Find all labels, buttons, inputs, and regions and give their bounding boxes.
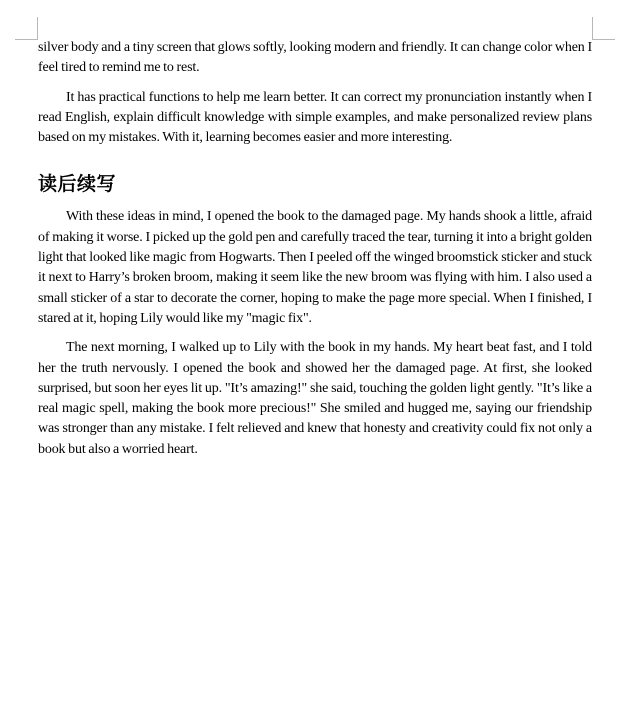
paragraph: silver body and a tiny screen that glows softly, looking modern and friendly. It can change color when I feel tired to remind me to rest. [38, 40, 592, 76]
paragraph: It has practical functions to help me learn better. It can correct my pronunciation instantly when I read English, explain difficult knowledge with simple examples, and make personalized review plans based on my mistakes. With it, learning becomes easier and more interesting. [38, 89, 592, 146]
crop-mark-top-left [15, 17, 38, 40]
crop-mark-top-right [592, 17, 615, 40]
paragraph: The next morning, I walked up to Lily with the book in my hands. My heart beat fast, and I told her the truth nervously. I opened the book and showed her the damaged page. At first, she looked surprised, but soon her eyes lit up. "It’s amazing!" she said, touching the golden light gently. "It’s like a real magic spell, making the book more precious!" She smiled and hugged me, saying our friendship was stronger than any mistake. I felt relieved and knew that honesty and creativity could fix not only a book but also a worried heart. [38, 340, 592, 457]
paragraph: With these ideas in mind, I opened the book to the damaged page. My hands shook a little, afraid of making it worse. I picked up the gold pen and carefully traced the tear, turning it into a bright golden light that looked like magic from Hogwarts. Then I peeled off the winged broomstick sticker and stuck it next to Harry’s broken broom, making it seem like the new broom was flying with him. I also used a small sticker of a star to decorate the corner, hoping to make the page more special. When I finished, I stared at it, hoping Lily would like my "magic fix". [38, 209, 592, 326]
document-body[interactable] [38, 38, 592, 469]
section-heading: 读后续写 [38, 173, 117, 196]
